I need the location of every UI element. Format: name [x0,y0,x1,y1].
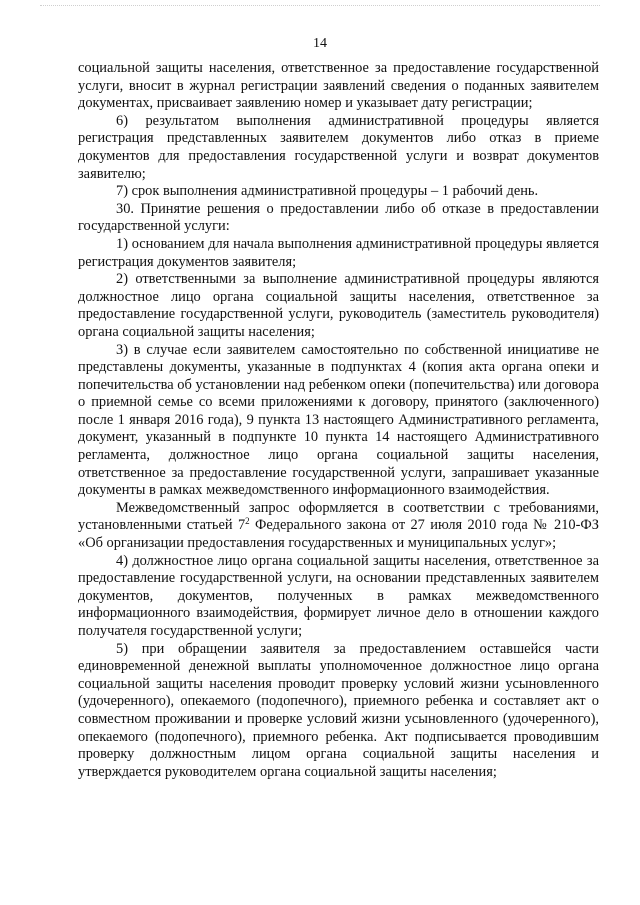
paragraph-continuation: социальной защиты населения, ответственное за предоставление государственной услуги, вносит в журнал регистрации заявлений сведения о поданных заявителем документах, присваивает заявлению номер и указывает дату регистрации; [78,60,599,112]
paragraph-interagency-request [78,500,599,553]
paragraph-item-1: 1) основанием для начала выполнения административной процедуры является регистрация документов заявителя; [78,235,599,270]
paragraph-text-after: Федерального закона от 27 июля 2010 года № 210-ФЗ «Об организации предоставления государственных и муниципальных услуг»; [78,517,599,552]
paragraph-item-6: 6) результатом выполнения административной процедуры является регистрация представленных заявителем документов либо отказ в приеме документов для предоставления государственной услуги и возврат документов заявителю; [78,112,599,182]
paragraph-item-4: 4) должностное лицо органа социальной защиты населения, ответственное за предоставление государственной услуги, на основании представленных заявителем документов, документов, полученных в рамках межведомственного информационного взаимодействия, формирует личное дело в отношении каждого получателя государственной услуги; [78,552,599,639]
article-superscript: 2 [245,516,250,527]
scan-artifact-line [40,5,600,6]
paragraph-item-3: 3) в случае если заявителем самостоятельно по собственной инициативе не представлены документы, указанные в подпунктах 4 (копия акта органа опеки и попечительства об установлении над ребенком опеки (попечительства) или договора о приемной семье со всеми приложениями к договору, принятого (заключенного) после 1 января 2016 года), 9 пункта 13 настоящего Административного регламента, документ, указанный в подпункте 10 пункта 14 настоящего Административного регламента, должностное лицо органа социальной защиты населения, ответственное за предоставление государственной услуги, запрашивает указанные документы в рамках межведомственного информационного взаимодействия. [78,341,599,499]
page-number: 14 [313,36,327,51]
paragraph-item-7: 7) срок выполнения административной процедуры – 1 рабочий день. [116,183,539,200]
paragraph-text-before: Межведомственный запрос оформляется в соответствии с требованиями, установленными статьей 7 [78,499,599,534]
document-body [78,60,599,781]
paragraph-item-2: 2) ответственными за выполнение административной процедуры являются должностное лицо органа социальной защиты населения, ответственное за предоставление государственной услуги, руководитель (заместитель руководителя) органа социальной защиты населения; [78,271,599,340]
paragraph-section-30: 30. Принятие решения о предоставлении либо об отказе в предоставлении государственной услуги: [78,200,599,235]
paragraph-item-5: 5) при обращении заявителя за предоставлением оставшейся части единовременной денежной выплаты уполномоченное должностное лицо органа социальной защиты населения проводит проверку условий жизни усыновленного (удочеренного), опекаемого (подопечного), приемного ребенка и составляет акт о совместном проживании и проверке условий жизни усыновленного (удочеренного), опекаемого (подопечного), приемного ребенка. Акт подписывается проводившим проверку должностным лицом органа социальной защиты населения и утверждается руководителем органа социальной защиты населения; [78,640,599,780]
